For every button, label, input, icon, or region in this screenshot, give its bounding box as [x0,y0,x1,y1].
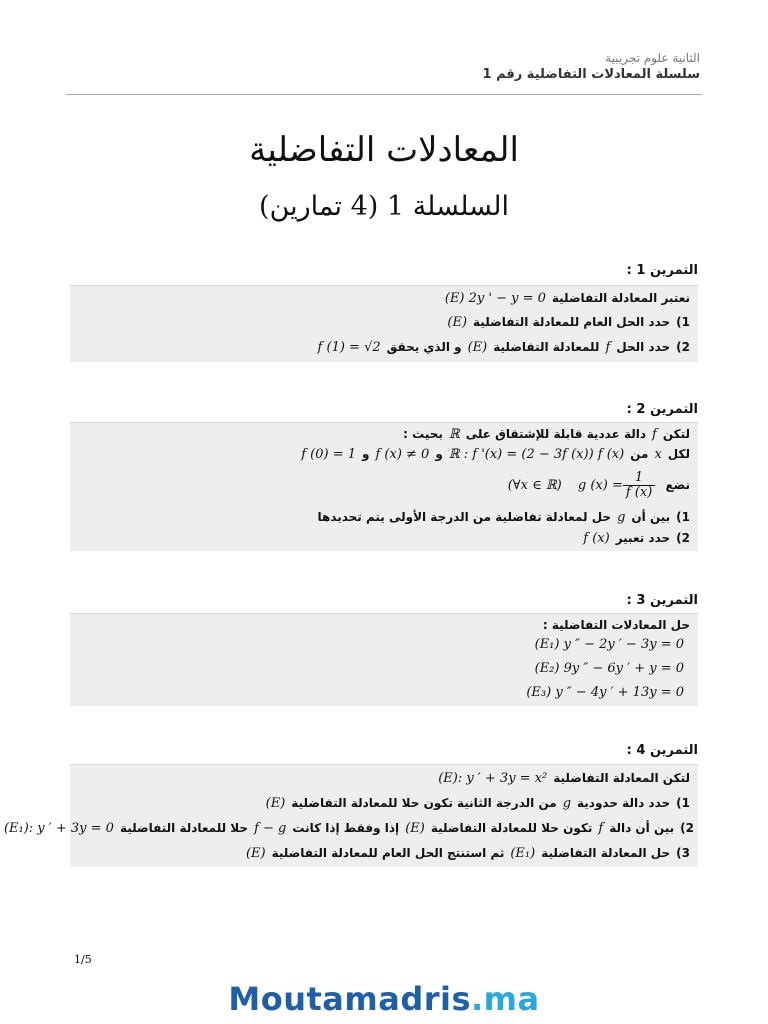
exercise-1-heading: التمرين 1 : [626,263,698,278]
header-series: سلسلة المعادلات التفاضلية رقم 1 [482,67,700,82]
exercise-1-intro: نعتبر المعادلة التفاضلية(E) 2y ' − y = 0 [444,291,690,306]
exercise-4-intro: لتكن المعادلة التفاضلية(E): y ′ + 3y = x² [438,771,690,786]
header-divider [66,94,702,95]
exercise-2-line-1: لتكنfدالة عددية قابلة للإشتقاق علىℝبحيث : [403,427,690,442]
exercise-1-question-1: 1)حدد الحل العام للمعادلة التفاضلية(E) [447,315,690,330]
exercise-3-heading: التمرين 3 : [626,593,698,608]
exercise-2-question-2: 2)حدد تعبيرf (x) [583,531,690,546]
exercise-4-heading: التمرين 4 : [626,743,698,758]
exercise-3-intro: حل المعادلات التفاضلية : [542,618,690,632]
exercise-4-question-3: 3)حل المعادلة التفاضلية(E₁)ثم استنتج الحل العام للمعادلة التفاضلية(E) [245,846,690,861]
exercise-2-heading: التمرين 2 : [626,402,698,417]
exercise-4-question-2: 2)بين أن دالةfتكون حلا للمعادلة التفاضلية(E)إذا وفقط إذا كانتf − gحلا للمعادلة التفاضلية(E₁): y ′ + 3y = 0 [3,821,694,836]
exercise-2-line-2: لكلxمنℝ : f '(x) = (2 − 3f (x)) f (x)وf (x) ≠ 0وf (0) = 1 [301,447,690,462]
equation-e2: (E₂) 9y ″ − 6y ′ + y = 0 [534,661,684,676]
logo-tld: .ma [471,980,540,1018]
exercise-2-question-1: 1)بين أنgحل لمعادلة تفاضلية من الدرجة الأولى يتم تحديدها [317,510,690,525]
exercise-1-question-2: 2)حدد الحلfللمعادلة التفاضلية(E)و الذي يحققf (1) = √2 [317,340,690,355]
exercise-3-box [70,613,698,706]
header-level: الثانية علوم تجريبية [605,51,700,65]
fraction: $\frac{1}{f (x)}$ [623,471,655,500]
page-header [483,50,700,84]
exercise-4-box [3,764,698,867]
equation-e1: (E₁) y ″ − 2y ′ − 3y = 0 [534,637,684,652]
exercise-2-box [70,422,698,551]
document-title: المعادلات التفاضلية [249,130,519,170]
site-logo[interactable] [0,980,768,1018]
logo-name: Moutamadris [228,980,472,1018]
page-number: 1/5 [74,953,92,966]
equation-e3: (E₃) y ″ − 4y ′ + 13y = 0 [526,685,684,700]
document-subtitle: السلسلة 1 (4 تمارين) [259,191,509,222]
exercise-2-line-3: نضع g (x) = $\frac{1}{f (x)}$ (∀x ∈ ℝ) [78,467,690,503]
g-definition: g (x) = $\frac{1}{f (x)}$ [578,468,655,504]
exercise-1-box [70,285,698,362]
exercise-4-question-1: 1)حدد دالة حدوديةgمن الدرجة الثانية تكون حلا للمعادلة التفاضلية(E) [265,796,690,811]
